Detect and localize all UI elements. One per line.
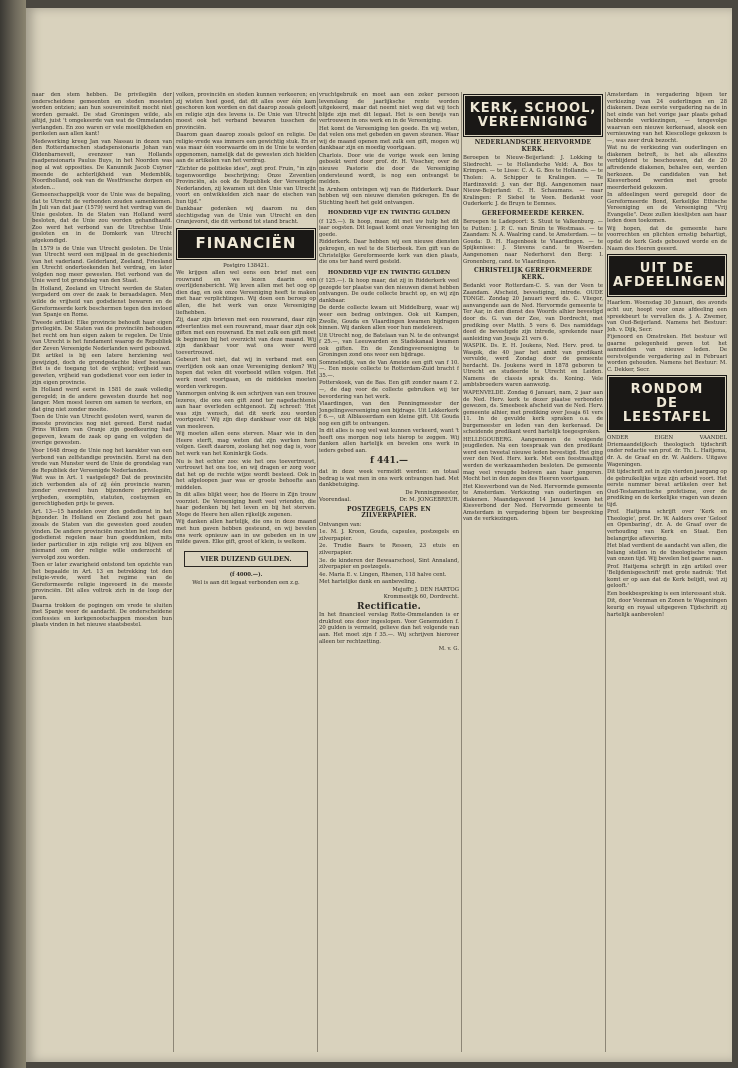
- article-paragraph: 2e. Trudie Baars te Ressen, 23 etuis en zilverpapier.: [319, 543, 459, 556]
- signature-title: De Penningmeester,: [405, 489, 459, 496]
- article-paragraph: Toen de Unie van Utrecht gesloten werd, waren de meeste provincies nog niet gereed. Eerst nadat Prins Willem van Oranje zijn goedkeuring had gegeven, kwam de zaak op gang en volgden de overige gewesten.: [32, 414, 172, 447]
- rectification-heading: Rectificatie.: [357, 601, 421, 612]
- article-paragraph: Daarom gaan daarop zooals geloof en religie. De religie-vrede was immers een gewichtig stuk. En er was maar één voorwaarde om in de Unie te worden opgenomen, namelijk dat de gewesten zich hielden aan de artikelen van het verdrag.: [176, 132, 316, 165]
- church-news-paragraph: WAPENVELDE. Zondag 6 Januari, nam, 2 jaar aan de Ned. Herv. kerk te dezer plaatse verbonden gewezen, ds. Smeebeek afscheid van de Ned. Herv. gemeente alhier, met prediking over Jesaja 61 vers 11. In de gevulde kerk spraken o.a. de burgemeester en leden van den kerkeraad. De scheidende predikant werd hartelijk toegesproken.: [463, 389, 603, 436]
- section-heading: HONDERD VIJF EN TWINTIG GULDEN: [327, 210, 451, 217]
- legacy-amount-figure: (f 4000.—).: [229, 572, 263, 579]
- article-paragraph: Het komt de Vereeniging ten goede. En wij weten, dat velen ons met gebeden en gaven steunen. Waar wij de maand openen met zulk een gift, mogen wij dankbaar zijn en moedig voortgaan.: [319, 125, 459, 152]
- kerk-school-vereeniging-banner: KERK, SCHOOL, VEREENIGING: [465, 96, 601, 135]
- postgiro-line: Postgiro 138421.: [223, 262, 269, 269]
- page-binding: [0, 0, 26, 1068]
- total-amount: f 441.—: [370, 456, 408, 467]
- column-rule: [461, 92, 462, 1052]
- article-paragraph: Prof. Haitjema schrijft over 'Kerk en Theologie', prof. Dr. W. Aalders over 'Geloof en Openbaring', dr. A. de Graaf over de verhouding van Kerk en Staat. Een belangrijke aflevering.: [607, 509, 727, 542]
- signature-name: Dr. M. JONGEBREUR.: [399, 497, 459, 504]
- article-paragraph: De derde collecte kwam uit Middelburg, waar wij weer een bedrag ontvingen. Ook uit Kampen, Zwolle, Gouda en Vlaardingen kwamen bijdragen binnen. Wij danken allen voor hun medeleven.: [319, 305, 459, 332]
- article-paragraph: "Zichter de politieke idee", zegt prof. Fruin, "in zijn tegenwoordige beschrijving; Onze Zeventien Provinciën, als ook de Republiek der Vereenigde Nederlanden, zij kwamen uit den Unie van Utrecht voort en ontwikkelden zich naar de eischen van hun tijd.": [176, 166, 316, 205]
- section-heading: HONDERD VIJF EN TWINTIG GULDEN: [327, 269, 451, 276]
- column-rule: [317, 92, 318, 1052]
- article-paragraph: Wij moeten allen eens sterven. Maar wie in den Heere sterft, mag weten dat zijn werken hem volgen. Geeft daarom, zoolang het nog dag is, voor het werk van het Koninkrijk Gods.: [176, 431, 316, 457]
- church-section-heading: CHRISTELIJK GEREFORMEERDE KERK.: [473, 267, 593, 281]
- article-paragraph: dat in deze week vermeldt werden: en totaal bedrag is wat men in ons werk ontvangen had. Met dankbetuiging.: [319, 468, 459, 489]
- article-paragraph: Dit, door Veenman en Zonen te Wageningen keurig en royaal uitgegeven Tijdschrift zij hartelijk aanbevolen!: [607, 598, 727, 618]
- church-news-paragraph: Beroepen te Ladepoort: S. Stuut te Valkenburg. — te Putten: J. P. C. van Bruin te Westmaas. — te Zaandam: N. A. Waalring cand. te Amsterdam. — te Gouda: D. H. Hagenbeek te Vlaardingen. — te Spijkenisse: J. Stevens cand. te Woerden. Aangenomen naar Nederhorst den Berg: I. Gronenberg, cand. te Vlaardingen.: [463, 219, 603, 265]
- article-paragraph: ONDER EIGEN VAANDEL Driemaandelijksch theologisch tijdschrift onder redactie van prof. dr. Th. L. Haitjema, dr. A. de Graaf en dr. W. Aalders. Uitgave Wageningen.: [607, 435, 727, 468]
- article-paragraph: In dit alles is nog wel wat kunnen verkeerd, want 't heeft ons morgen nog iets hierop te zeggen. Wij danken allen hartelijk en bevelen ons werk in ieders gebed aan.: [319, 428, 459, 454]
- article-paragraph: Voor 1648 droeg de Unie nog het karakter van een verbond van zelfstandige provinciën. Eerst na den vrede van Munster werd de Unie de grondslag van de Republiek der Vereenigde Nederlanden.: [32, 447, 172, 474]
- article-paragraph: Medewerking kreeg Jan van Nassau in dezen van den Rotterdamschen stadspensionaris Johan van Oldenbarnevelt, evenzeer van Hollands raadpensionaris Paulus Buys, in het Noorden was nog al wat opposities. De Kanunnik Jacob Cuyner meende de achterlijkheid van Medemblik, Noordholland, ook van de Westfriesche dorpen en steden...: [32, 138, 172, 191]
- church-section-heading: NEDERLANDSCHE HERVORMDE KERK.: [474, 139, 592, 153]
- article-paragraph: In dit alles blijkt weer, hoe de Heere in Zijn trouw voorziet. De Vereeniging heeft veel vrienden, die haar gedenken bij het leven en bij het sterven. Moge de Heere hen allen rijkelijk zegenen.: [176, 492, 316, 518]
- postal-signature: Mejuffr. J. DEN HARTOG: [392, 586, 459, 593]
- article-paragraph: Wat nu de verkiezing van ouderlingen en diakenen betreft, is het als alleszins verblijdend te beschouwen, dat de 20 aftredende diakenen, behalve een, werden herkozen. De candidaten van het Kiesverbond werden met groote meerderheid gekozen.: [607, 145, 727, 191]
- article-paragraph: We krijgen allen wel eens een brief met een rouwrand en we lezen daarin een overlijdensbericht. Wij leven allen met het oog op dien dag, en ook onze Vereeniging heeft te maken met haar verplichtingen. Wij doen een beroep op allen, die het werk van onze Vereeniging liefhebben.: [176, 270, 316, 316]
- legacy-tail: Wel is aan dit legaat verbonden een z.g.: [192, 579, 300, 586]
- article-paragraph: Wij danken allen hartelijk, die ons in deze maand met hun gaven hebben gesteund, en wij bevelen ons werk opnieuw aan in uw gebeden en in uw milde gaven. Elke gift, groot of klein, is welkom.: [176, 519, 316, 546]
- column-2: [176, 92, 316, 1052]
- article-paragraph: Gemeenschappelijk voor de Unie was de bepaling, dat te Utrecht de verbonden zouden samenkomen. In Juli van dat jaar (1579) werd het verdrag van de Unie gesloten. In de Staten van Holland werd besloten, dat de Unie zou worden gehandhaafd. Zoo werd het verbond van de Utrechtse Unie gesloten en in de Domkerk van Utrecht afgekondigd.: [32, 192, 172, 245]
- column-4: [463, 92, 603, 1052]
- signature-line: [319, 497, 459, 504]
- article-paragraph: Wij hopen, dat de gemeente hare voorrechten en plichten ernstig behartigt, opdat de kerk Gods gebouwd worde en de Naam des Heeren geeerd.: [607, 225, 727, 252]
- church-news-paragraph: Beroepen te Nieuw-Beijerland: J. Lokking te Sliedrecht. — te Hollandsche Veld: A. Bos te Krimpen. — te Lisse: C. A. G. Bos te Hollands. — te Tholen: A. Schipper te Kralingen. — Te Hardinxveld: J. van der Bijl. Aangenomen naar Nieuw-Beijerland: C. H. Schaumans. — naar Kralingen: P. Siebel te Veen. Bedankt voor Ouderkerk: J. de Bruyn te Eemnes.: [463, 155, 603, 208]
- postal-heading: POSTZEGELS, CAPS EN ZILVERPAPIER.: [347, 505, 431, 520]
- column-1: [32, 92, 172, 1052]
- article-paragraph: volken, provinciën en steden kunnen verkeeren; en zij wisten heel goed, dat dit alles over één kam geschoren kon worden en dat daarop zooals gelooft en religie zijn des levens is. De Unie van Utrecht moest ook het verband bewaren tusschen de provinciën.: [176, 92, 316, 131]
- uit-de-afdeelingen-banner: UIT DE AFDEELINGEN: [609, 256, 725, 295]
- article-paragraph: Met hartelijke dank en aanbeveling.: [319, 579, 417, 586]
- article-paragraph: Wat was in Art. 1 vastgelegd? Dat de provinciën zich verbonden als of zij één provincie waren, zonder evenwel hun bijzondere privilegiën, vrijheden, exemptiën, statuten, costuymen en gerechtigheden prijs te geven.: [32, 475, 172, 508]
- church-news-paragraph: HELLEGOUBERG. Aangenomen de volgende jeugdleden. Na een toespraak van den predikant werd een tweetal nieuwe leden bevestigd. Het ging over den Ned. Herv. kerk. Met een feestmaaltijd werden de werkzaamheden besloten. De gemeente mag veel vreugde beleven aan haar jongeren. Mocht het in den zegen des Heeren voortgaan.: [463, 436, 603, 483]
- article-paragraph: vruchtgebruik en moet aan een zeker persoon levenslang de jaarlijksche rente worden uitgekeerd, maar dat neemt niet weg dat wij toch blijde zijn met dit legaat. Het is een bewijs van vertrouwen in ons werk en in de Vereeniging.: [319, 92, 459, 125]
- article-paragraph: Zij, daar zijn brieven met een rouwrand, daar zijn advertenties met een rouwrand, maar daar zijn ook giften met een rouwrand. En met zulk een gift moet ik beginnen bij het overzicht van deze maand. Wij zijn dankbaar voor wat ons weer werd toevertrouwd.: [176, 317, 316, 356]
- article-paragraph: 4e. Maria E. v. Lingen, Rhenen, 118 halve cent.: [319, 571, 447, 578]
- article-paragraph: Vanmorgen ontving ik een schrijven van een trouwe lezeres, die ons een gift zond ter nagedachtenis aan haar overleden echtgenoot. Zij schreef: 'Het was zijn wensch, dat dit werk zou worden voortgezet.' Wij zijn diep dankbaar voor dit blijk van meeleven.: [176, 391, 316, 430]
- rondom-de-leestafel-banner: RONDOM DE LEESTAFEL: [609, 377, 725, 430]
- rectification-sign: M. v. G.: [438, 646, 459, 653]
- article-paragraph: Ontvangen van:: [319, 521, 362, 528]
- financien-banner: FINANCIËN: [178, 230, 314, 258]
- column-rule: [605, 92, 606, 1052]
- article-paragraph: Potterskoek, van de Bas. Een gift zonder naam f 2.—, de dag voor de collecte gebruiken wij ter bevordering van het werk.: [319, 380, 459, 400]
- article-paragraph: In afdeelingen werd geregeld door de Gereformeerde Bond, Kerkelijke Ethische Vereeniging en de Vereeniging "Vrij Evangelie". Deze zullen kieslijsten aan haar leden doen toekomen.: [607, 192, 727, 225]
- article-paragraph: Dit tijdschrift zet in zijn vierden jaargang op de gebruikelijke wijze zijn arbeid voort. Het eerste nummer bevat artikelen over het Oud-Testamentische profetisme, over de prediking en de kerkelijke vragen van dezen tijd.: [607, 469, 727, 508]
- article-paragraph: Het blad verdient de aandacht van allen, die belang stellen in de theologische vragen van onzen tijd. Wij bevelen het gaarne aan.: [607, 543, 727, 563]
- church-section-heading: GEREFORMEERDE KERKEN.: [481, 209, 585, 217]
- article-paragraph: In 1579 is de Unie van Utrecht gesloten. De Unie van Utrecht werd een mijlpaal in de geschiedenis van het vaderland. Gelderland, Zeeland, Friesland en Utrecht onderteekenden het verdrag, en later volgden nog meer gewesten. Het verbond van de Unie werd tot grondslag van den Staat.: [32, 245, 172, 285]
- article-paragraph: 1e. M. J. Kroon, Gouda, capsules, postzegels en zilverpapier.: [319, 529, 459, 542]
- article-paragraph: Gebeurt het niet, dat wij in verband met een overlijden ook aan onze Vereeniging denken? Wij hopen dat velen dit voorbeeld willen volgen. Het werk moet voortgaan, en de middelen moeten worden verkregen.: [176, 357, 316, 390]
- article-paragraph: Charlois. Door wie de vorige week een lening geboekt werd door prof. dr. H. Visscher, over de nieuwe Pastorie die door de Vereeniging ondersteund wordt, is nog een ontvangst te melden.: [319, 152, 459, 186]
- article-paragraph: Prof. Haitjema schrijft in zijn artikel over 'Belijdenisgeschrift' met grote nadruk: 'Het komt er op aan dat de Kerk belijdt, wat zij gelooft.': [607, 563, 727, 590]
- column-rule: [173, 92, 174, 1052]
- postal-address: Krommestijk 60, Dordrecht.: [383, 594, 459, 601]
- article-paragraph: naar den stem hebben. De privilegiën der onderscheidene gemeenten en steden moesten worden ontzien; aan hun souvereiniteit mocht niet worden geraakt. De stad Groningen wilde, als altijd, juist 't omgekeerde van wat de Ommelanden verlangden. En zoo waren er vele moeilijkheden en perikelen aan allen kant!: [32, 92, 172, 138]
- article-paragraph: Een boekbespreking is een interessant stuk.: [607, 590, 727, 597]
- article-paragraph: (f 125.—). Ik hoop, maar, dit met uw hulp het dit jaar oogsten. Dit legaat komt onze Vereeniging ten goede.: [319, 218, 459, 238]
- column-5: [607, 92, 727, 1052]
- article-paragraph: Uit Utrecht nog, de Batelaan van N. te de ontvangst f 25.—, van Leeuwarden en Stadskanaal kwamen ook giften. En de Zendingsvereeniging te Groningen zond ons weer een bijdrage.: [319, 332, 459, 359]
- article-paragraph: Haarlem. Woensdag 30 Januari, des avonds acht uur, hoopt voor onze afdeeling een spreekbeurt te vervullen ds. J. A. Zwemer, van Oud-Beijerland. Namens het Bestuur: Joh. v. Dijk, Secr.: [607, 300, 727, 333]
- article-paragraph: Nu is het echter zoo: wie het ons toevertrouwt, vertrouwt het ons toe, en wij dragen er zorg voor dat het op de rechte wijze wordt besteed. Ook in het afgeloopen jaar was er groote behoefte aan middelen.: [176, 458, 316, 491]
- article-paragraph: In Holland, Zeeland en Utrecht werden de Staten vergaderd om over de zaak te beraadslagen. Men wilde de vrijheid van godsdienst bewaren en de Gereformeerde kerk beschermen tegen den invloed van Spanje en Rome.: [32, 285, 172, 319]
- article-paragraph: 3e. de kinderen der Bewaarschool, Sint Annaland, zilverpapier en postzegels.: [319, 557, 459, 571]
- church-news-paragraph: Het Kiesverbond van de Ned. Hervormde gemeente te Amsterdam. Verkiezing van ouderlingen en diakenen. Maandagavond 14 Januari kwam het Kiesverbond der Ned. Hervormde gemeente te Amsterdam in vergadering bijeen ter bespreking van de verkiezingen.: [463, 483, 603, 523]
- church-news-paragraph: Bedankt voor Rotterdam-C. S. van der Veen te Zaandam. Afscheid, bevestiging, intrede. OUDE TONGE. Zondag 20 Januari werd ds. C. Vlieger, aanvangende aan de Ned. Hervormde gemeente te Ter Aar, in den dienst des Woords alhier bevestigd door ds. G. van der Zee, van Dordrecht, met prediking over Matth. 5 vers 6. Des namiddags deed de bevestigde zijn intrede, sprekende naar aanleiding van Jesaja 21 vers 6.: [463, 283, 603, 342]
- article-paragraph: Dit artikel is bij een latere herziening wel gewijzigd, doch de grondgedachte bleef bestaan. Het is de toegang tot de vrijheid; vrijheid van geweten, vrijheid van godsdienst voor een ieder in zijn eigen provincie.: [32, 353, 172, 386]
- article-paragraph: Sommelsdijk, van de Van Ameide een gift van f 10.—. Een mooie collecte te Rotterdam-Zuid bracht f 35.—.: [319, 359, 459, 379]
- article-paragraph: In Holland werd eerst in 1581 de zaak volledig geregeld; in de andere gewesten duurde het nog langer. Men moest leeren om samen te werken, en dat ging niet zonder moeite.: [32, 387, 172, 413]
- article-paragraph: (f 125.—). Ik hoop maar, dat zij in Ridderkerk veel gezegde ter plaatse van den nieuwen dienst hebben ontvangen. De oude collecte bracht op, en wij zijn dankbaar.: [319, 278, 459, 304]
- article-paragraph: Dankbaar gedenken wij daarom nu den slechtigsdag van de Unie van Utrecht en den Oranjevorst, die dit verbond tot stand bracht.: [176, 206, 316, 226]
- church-news-paragraph: WASPIK. Ds. E. H. Joukens, Ned. Herv. pred. te Waspik, die 40 jaar het ambt van predikant vervulde, werd Zondag door de gemeente herdacht. Ds. Joukens werd in 1878 geboren te Utrecht en studeerde te Utrecht en Leiden. Namens de classis sprak ds. Koning. Vele ambtsbroeders waren aanwezig.: [463, 343, 603, 389]
- column-3: [319, 92, 459, 1052]
- article-paragraph: Fijenoord en Omstreken. Het bestuur wil gaarne gelegenheid geven tot het aanmelden van nieuwe leden. De eerstvolgende vergadering zal in Februari worden gehouden. Namens het Bestuur: M. C. Dekker, Secr.: [607, 334, 727, 373]
- article-paragraph: Art. 13—15 handelen over den godsdienst in het bijzonder. In Holland en Zeeland zou het gaan zooals de Staten van die gewesten goed zouden vinden. De andere provinciën mochten het met den godsdienst regelen naar hun goeddunken, mits ieder particulier in zijn religie vrij zou blijven en niemand om der religie wille onderzocht of vervolgd zou worden.: [32, 508, 172, 561]
- rectification-text: In het financieel verslag Rotte-Ommelanden is er drukfout ons door ingeslopen. Voor Genemuiden f. 20 gulden is vermeld, gelieve dan het volgende van aan. Het moet zijn f 35.—. Wij schrijven hierover alleen ter rechtzetting.: [319, 612, 459, 645]
- legacy-amount-text: VIER DUIZEND GULDEN.: [200, 554, 292, 563]
- legacy-amount-box: [184, 551, 308, 568]
- newspaper-page: [26, 8, 732, 1062]
- article-paragraph: Tweede artikel: Elke provincie behoudt haar eigen privilegiën. De Staten van de provinciën behouden het recht om hun eigen zaken te regelen. De Unie van Utrecht is het fundament waarop de Republiek der Zeven Vereenigde Nederlanden werd gebouwd.: [32, 319, 172, 352]
- article-paragraph: Amsterdam in vergadering bijeen ter verkiezing van 24 ouderlingen en 28 diakenen. Deze eerste vergadering na de in het einde van het vorige jaar plaats gehad hebbende verkiezingen, — tengevolge waarvan een nieuwe kerkeraad, alsook een vernieuwing van het Kiescollege gekozen is —, was zeer druk bezocht.: [607, 92, 727, 144]
- article-paragraph: In Arnhem ontvingen wij van de Ridderkerk. Daar hebben wij een nieuwe diensten gekregen. En de Stichting heeft het geld ontvangen.: [319, 186, 459, 206]
- article-paragraph: Ridderkerk. Daar hebben wij een nieuwe diensten gekregen, en wel te de Stierbeek. Een gift van de Christelijke Gereformeerde kerk van dien plaats, die ons ter hand werd gesteld.: [319, 239, 459, 266]
- signature-place: Voorendaal.: [319, 497, 351, 504]
- article-paragraph: Daarna trokken de pogingen om vrede te sluiten met Spanje weer de aandacht. De onderscheidene confessies en kerkgenootschappen moesten hun plaats vinden in het nieuwe staatsbestel.: [32, 602, 172, 629]
- article-paragraph: Toen er later zwarigheid ontstond ten opzichte van het bepaalde in Art. 13 en betrekking tot den religie-vrede, werd het regime van de Gereformeerde religie ingevoerd in de meeste provinciën. Dit alles voltrok zich in de loop der jaren.: [32, 562, 172, 602]
- article-paragraph: Vlaardingen, van den Penningmeester der Jongelingsvereeniging een bijdrage. Uit Lekkerkerk f 6.—, uit Alblasserdam een kleine gift. Uit Gouda nog een gift te ontvangen.: [319, 401, 459, 427]
